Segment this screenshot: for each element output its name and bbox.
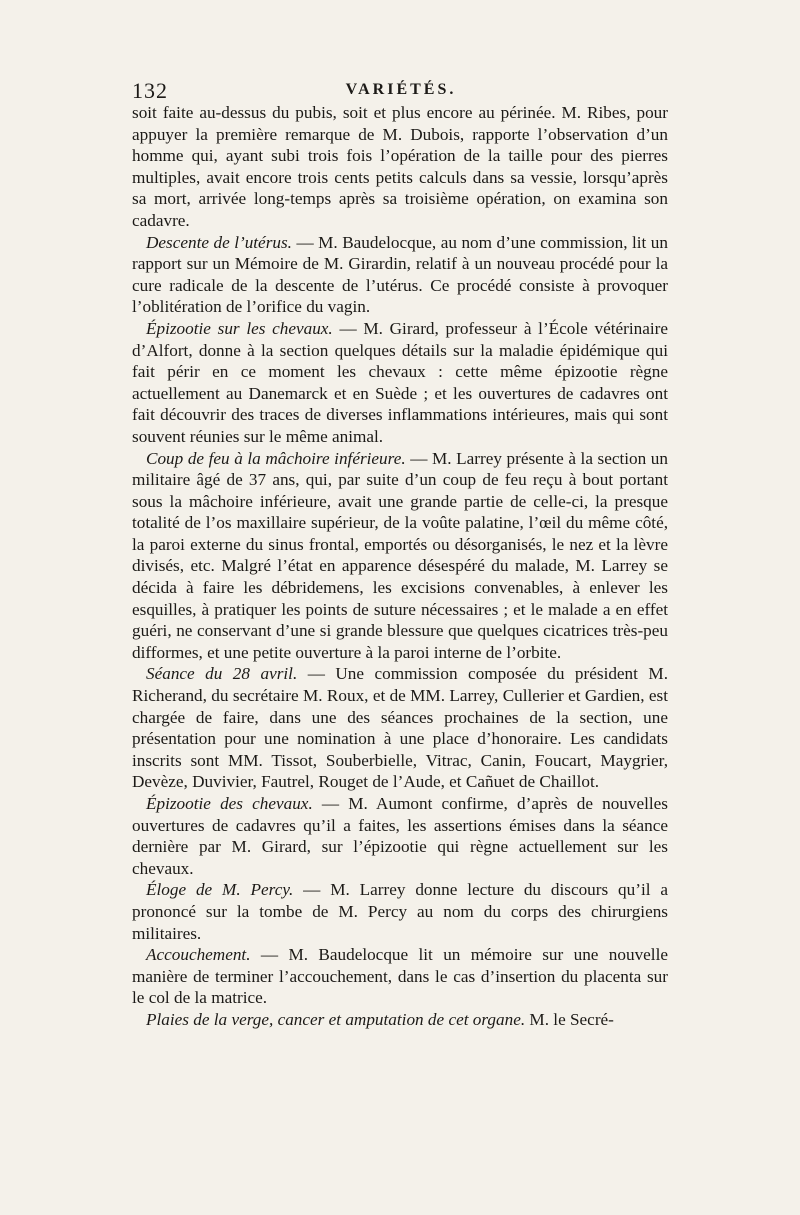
paragraph-text: M. le Secré- [525,1009,614,1029]
paragraph-text: soit faite au-dessus du pubis, soit et plus encore au périnée. M. Ribes, pour appuyer la première remarque de M. Dubois, rapporte l’observation d’un homme qui, ayant subi trois fois l’opération de la taille pour des pierres multiples, avait encore trois cents petits calculs dans sa vessie, lorsqu’après sa mort, arrivée long-temps après sa troisième opération, on examina son cadavre. [132,103,668,230]
paragraph-epizootie-des-chevaux [132,793,668,879]
section-heading: Épizootie des chevaux. [146,794,313,813]
section-heading: Plaies de la verge, cancer et amputation de cet organe. [146,1009,526,1029]
running-head: VARIÉTÉS. [345,81,457,98]
paragraph-descente-uterus [132,232,668,318]
paragraph-eloge-percy [132,879,668,944]
paragraph-text: — M. Baudelocque lit un mémoire sur une nouvelle manière de terminer l’accouchement, dans le cas d’insertion du placenta sur le col de la matrice. [132,945,668,1008]
section-heading: Coup de feu à la mâchoire inférieure. [146,448,406,468]
paragraph-coup-de-feu [132,448,668,664]
section-heading: Épizootie sur les chevaux. [146,318,333,338]
section-heading: Accouchement. [146,945,251,965]
paragraph-text: — M. Larrey donne lecture du discours qu’il a prononcé sur la tombe de M. Percy au nom du corps des chirurgiens militaires. [132,880,668,943]
page-number: 132 [132,78,168,103]
paragraph-accouchement [132,944,668,1009]
section-heading: Descente de l’utérus. [146,232,292,252]
paragraph-text: — M. Baudelocque, au nom d’une commission, lit un rapport sur un Mémoire de M. Girardin, relatif à un nouveau procédé pour la cure radicale de la descente de l’utérus. Ce procédé consiste à provoquer l’oblitération de l’orifice du vagin. [132,232,668,317]
paragraph-text: — M. Girard, professeur à l’École vétérinaire d’Alfort, donne à la section quelques détails sur la maladie épidémique qui fait périr en ce moment les chevaux : cette même épizootie règne actuellement au Danemarck et en Suède ; et les ouvertures de cadavres ont fait découvrir des traces de diverses inflammations intérieures, mais qui sont souvent réunies sur le même animal. [132,318,668,446]
page-body [132,102,668,1031]
paragraph-epizootie-sur-chevaux [132,318,668,448]
paragraph-text: — M. Aumont confirme, d’après de nouvelles ouvertures de cadavres qu’il a faites, les assertions émises dans la séance dernière par M. Girard, sur l’épizootie qui règne actuellement sur les chevaux. [132,794,668,878]
section-heading: Éloge de M. Percy. [146,880,294,900]
section-heading: Séance du 28 avril. [146,664,298,684]
paragraph-text: — Une commission composée du président M. Richerand, du secrétaire M. Roux, et de MM. Larrey, Cullerier et Gardien, est chargée de faire, dans une des séances prochaines de la section, une présentation pour une nomination à une place d’honoraire. Les candidats inscrits sont MM. Tissot, Souberbielle, Vitrac, Canin, Foucart, Maygrier, Devèze, Duvivier, Fautrel, Rouget de l’Aude, et Cañuet de Chaillot. [132,664,668,792]
paragraph-seance-28-avril [132,663,668,793]
paragraph-continuation [132,102,668,232]
paragraph-plaies-verge [132,1009,668,1031]
paragraph-text: — M. Larrey présente à la section un militaire âgé de 37 ans, qui, par suite d’un coup de feu reçu à bout portant sous la mâchoire inférieure, avait une grande partie de celle-ci, la presque totalité de l’os maxillaire supérieur, de la voûte palatine, l’œil du même côté, la paroi externe du sinus frontal, emportés ou désorganisés, le nez et la lèvre divisés, etc. Malgré l’état en apparence désespéré du malade, M. Larrey se décida à faire les débridemens, les excisions convenables, à enlever les esquilles, à pratiquer les points de suture nécessaires ; et le malade a en effet guéri, ne conservant d’une si grande blessure que quelques cicatrices très-peu difformes, et une petite ouverture à la paroi interne de l’orbite. [132,448,668,662]
